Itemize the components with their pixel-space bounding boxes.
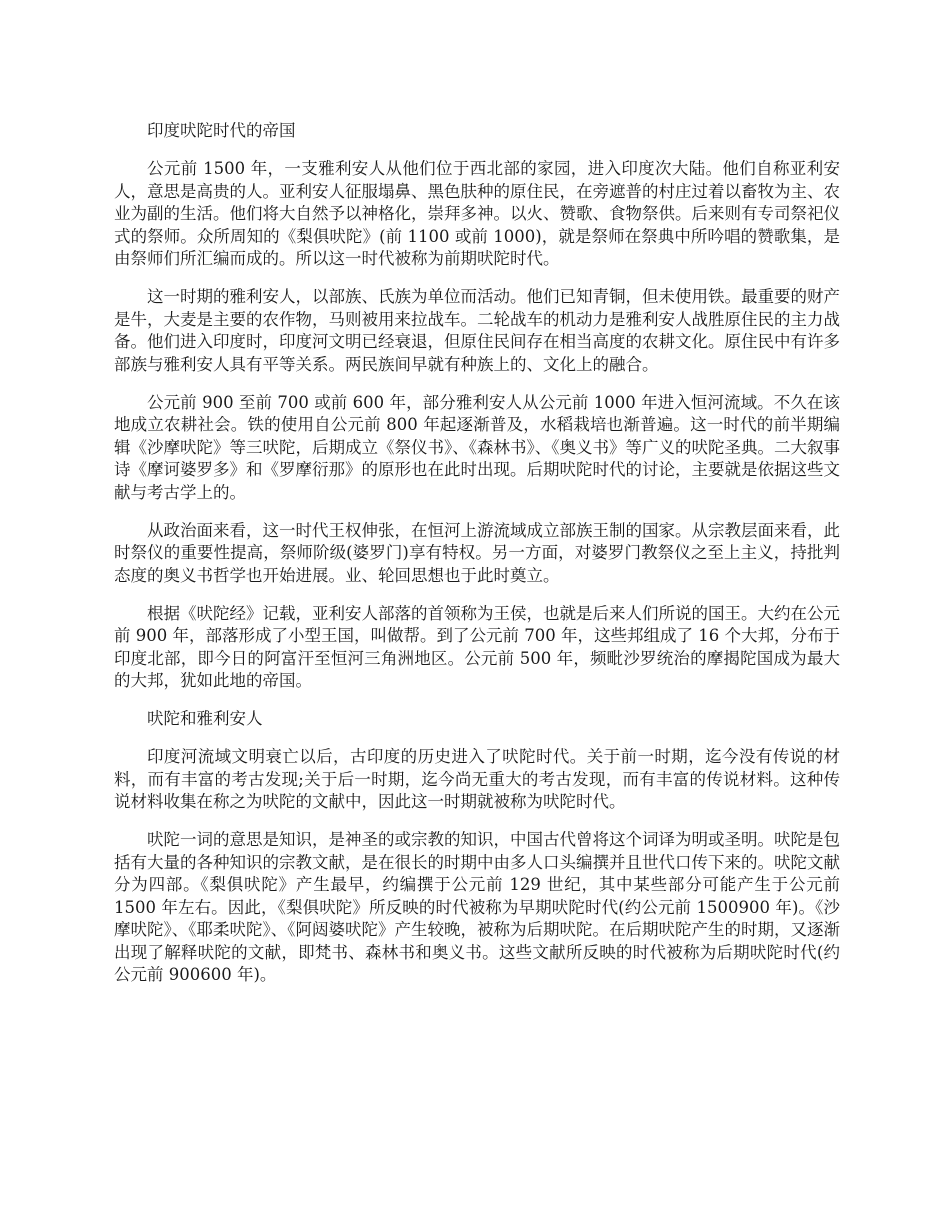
section-heading-vedic-empire: 印度吠陀时代的帝国 bbox=[147, 121, 296, 140]
paragraph-kingdoms: 根据《吠陀经》记载，亚利安人部落的首领称为王侯，也就是后来人们所说的国王。大约在公元前 900 年，部落形成了小型王国，叫做帮。到了公元前 700 年，这些邦组成了 16 个大邦，分布于印度北部，即今日的阿富汗至恒河三角洲地区。公元前 500 年，频毗沙罗统治的摩揭陀国成为最大的大邦，犹如此地的帝国。 bbox=[114, 603, 840, 690]
paragraph-aryan-society: 这一时期的雅利安人，以部族、氏族为单位而活动。他们已知青铜，但未使用铁。最重要的财产是牛，大麦是主要的农作物，马则被用来拉战车。二轮战车的机动力是雅利安人战胜原住民的主力战备。他们进入印度时，印度河文明已经衰退，但原住民间存在相当高度的农耕文化。原住民中有许多部族与雅利安人具有平等关系。两民族间早就有种族上的、文化上的融合。 bbox=[114, 287, 840, 374]
paragraph-aryan-migration: 公元前 1500 年，一支雅利安人从他们位于西北部的家园，进入印度次大陆。他们自称亚利安人，意思是高贵的人。亚利安人征服塌鼻、黑色肤种的原住民，在旁遮普的村庄过着以畜牧为主、农业为副的生活。他们将大自然予以神格化，崇拜多神。以火、赞歌、食物祭供。后来则有专司祭祀仪式的祭师。众所周知的《梨俱吠陀》(前 1100 或前 1000)，就是祭师在祭典中所吟唱的赞歌集，是由祭师们所汇编而成的。所以这一时代被称为前期吠陀时代。 bbox=[114, 159, 840, 268]
document-page bbox=[114, 120, 840, 1002]
paragraph-veda-meaning: 吠陀一词的意思是知识，是神圣的或宗教的知识，中国古代曾将这个词译为明或圣明。吠陀是包括有大量的各种知识的宗教文献，是在很长的时期中由多人口头编撰并且世代口传下来的。吠陀文献分为四部。《梨俱吠陀》产生最早，约编撰于公元前 129 世纪，其中某些部分可能产生于公元前 1500 年左右。因此，《梨俱吠陀》所反映的时代被称为早期吠陀时代(约公元前 1500900 年)。《沙摩吠陀》、《耶柔吠陀》、《阿闼婆吠陀》产生较晚，被称为后期吠陀。在后期吠陀产生的时期，又逐渐出现了解释吠陀的文献，即梵书、森林书和奥义书。这些文献所反映的时代被称为后期吠陀时代(约公元前 900600 年)。 bbox=[114, 830, 840, 984]
paragraph-vedic-age-intro: 印度河流域文明衰亡以后，古印度的历史进入了吠陀时代。关于前一时期，迄今没有传说的材料，而有丰富的考古发现;关于后一时期，迄今尚无重大的考古发现，而有丰富的传说材料。这种传说材料收集在称之为吠陀的文献中，因此这一时期就被称为吠陀时代。 bbox=[114, 747, 840, 811]
paragraph-politics-religion: 从政治面来看，这一时代王权伸张，在恒河上游流域成立部族王制的国家。从宗教层面来看，此时祭仪的重要性提高，祭师阶级(婆罗门)享有特权。另一方面，对婆罗门教祭仪之至上主义，持批判态度的奥义书哲学也开始进展。业、轮回思想也于此时奠立。 bbox=[114, 520, 840, 585]
paragraph-ganges-period: 公元前 900 至前 700 或前 600 年，部分雅利安人从公元前 1000 年进入恒河流域。不久在该地成立农耕社会。铁的使用自公元前 800 年起逐渐普及，水稻栽培也渐普遍。这一时代的前半期编辑《沙摩吠陀》等三吠陀，后期成立《祭仪书》、《森林书》、《奥义书》等广义的吠陀圣典。二大叙事诗《摩诃婆罗多》和《罗摩衍那》的原形也在此时出现。后期吠陀时代的讨论，主要就是依据这些文献与考古学上的。 bbox=[114, 392, 840, 502]
section-heading-vedas-aryans: 吠陀和雅利安人 bbox=[147, 709, 263, 728]
